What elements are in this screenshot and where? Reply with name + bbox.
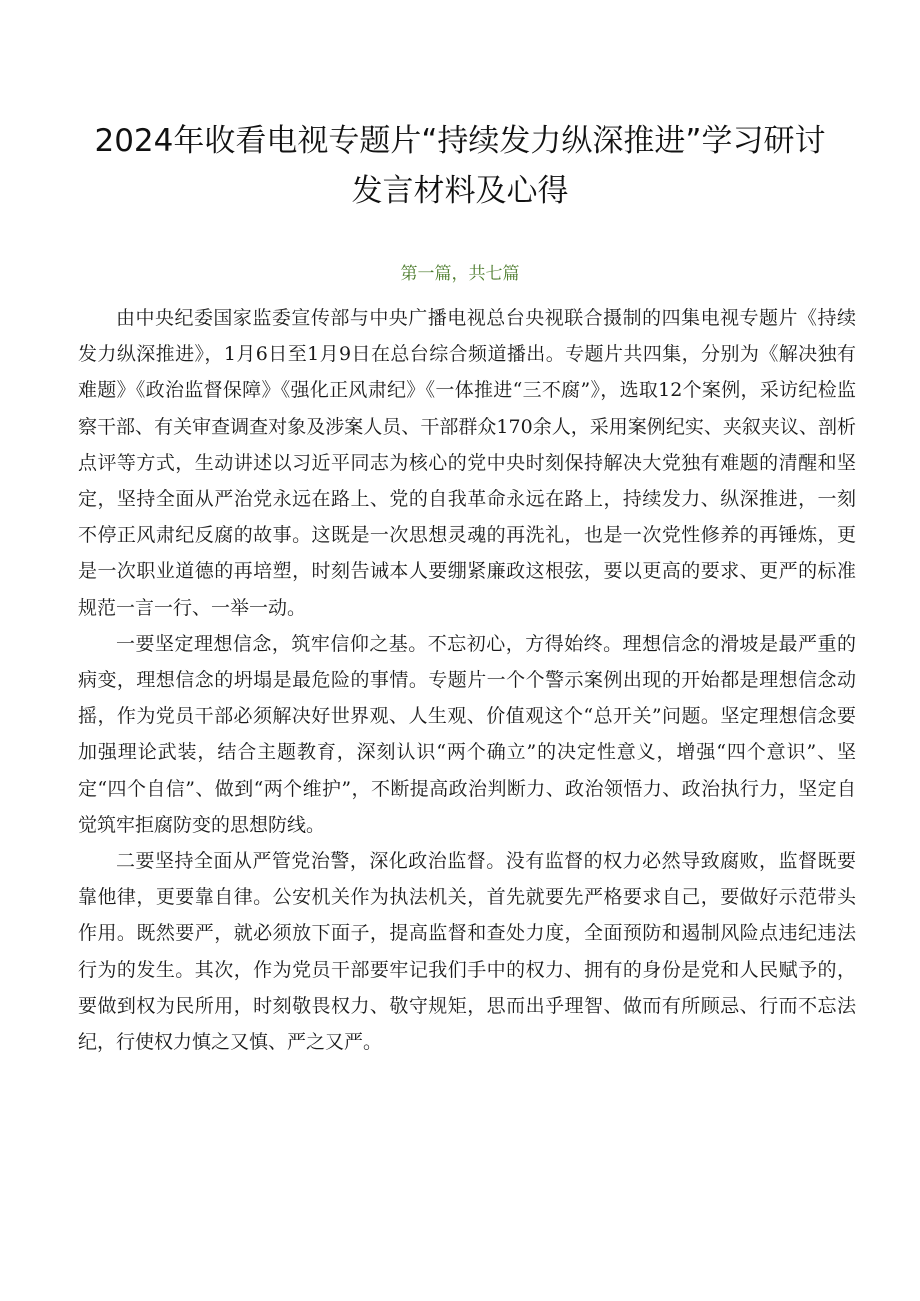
document-subtitle: 第一篇，共七篇 bbox=[400, 264, 520, 284]
document-title: 2024年收看电视专题片“持续发力纵深推进”学习研讨发言材料及心得 bbox=[94, 123, 826, 209]
document-body bbox=[78, 300, 856, 1060]
paragraph-ideals: 一要坚定理想信念，筑牢信仰之基。不忘初心，方得始终。理想信念的滑坡是最严重的病变，理想信念的坍塌是最危险的事情。专题片一个个警示案例出现的开始都是理想信念动摇，作为党员干部必须解决好世界观、人生观、价值观这个“总开关”问题。坚定理想信念要加强理论武装，结合主题教育，深刻认识“两个确立”的决定性意义，增强“四个意识”、坚定“四个自信”、做到“两个维护”，不断提高政治判断力、政治领悟力、政治执行力，坚定自觉筑牢拒腐防变的思想防线。 bbox=[78, 632, 856, 836]
paragraph-intro: 由中央纪委国家监委宣传部与中央广播电视总台央视联合摄制的四集电视专题片《持续发力纵深推进》，1月6日至1月9日在总台综合频道播出。专题片共四集，分别为《解决独有难题》《政治监督保障》《强化正风肃纪》《一体推进“三不腐”》，选取12个案例，采访纪检监察干部、有关审查调查对象及涉案人员、干部群众170余人，采用案例纪实、夹叙夹议、剖析点评等方式，生动讲述以习近平同志为核心的党中央时刻保持解决大党独有难题的清醒和坚定，坚持全面从严治党永远在路上、党的自我革命永远在路上，持续发力、纵深推进，一刻不停正风肃纪反腐的故事。这既是一次思想灵魂的再洗礼，也是一次党性修养的再锤炼，更是一次职业道德的再培塑，时刻告诫本人要绷紧廉政这根弦，要以更高的要求、更严的标准规范一言一行、一举一动。 bbox=[78, 307, 856, 619]
paragraph-supervision: 二要坚持全面从严管党治警，深化政治监督。没有监督的权力必然导致腐败，监督既要靠他律，更要靠自律。公安机关作为执法机关，首先就要先严格要求自己，要做好示范带头作用。既然要严，就必须放下面子，提高监督和查处力度，全面预防和遏制风险点违纪违法行为的发生。其次，作为党员干部要牢记我们手中的权力、拥有的身份是党和人民赋予的，要做到权为民所用，时刻敬畏权力、敬守规矩，思而出乎理智、做而有所顾忌、行而不忘法纪，行使权力慎之又慎、严之又严。 bbox=[78, 850, 856, 1054]
